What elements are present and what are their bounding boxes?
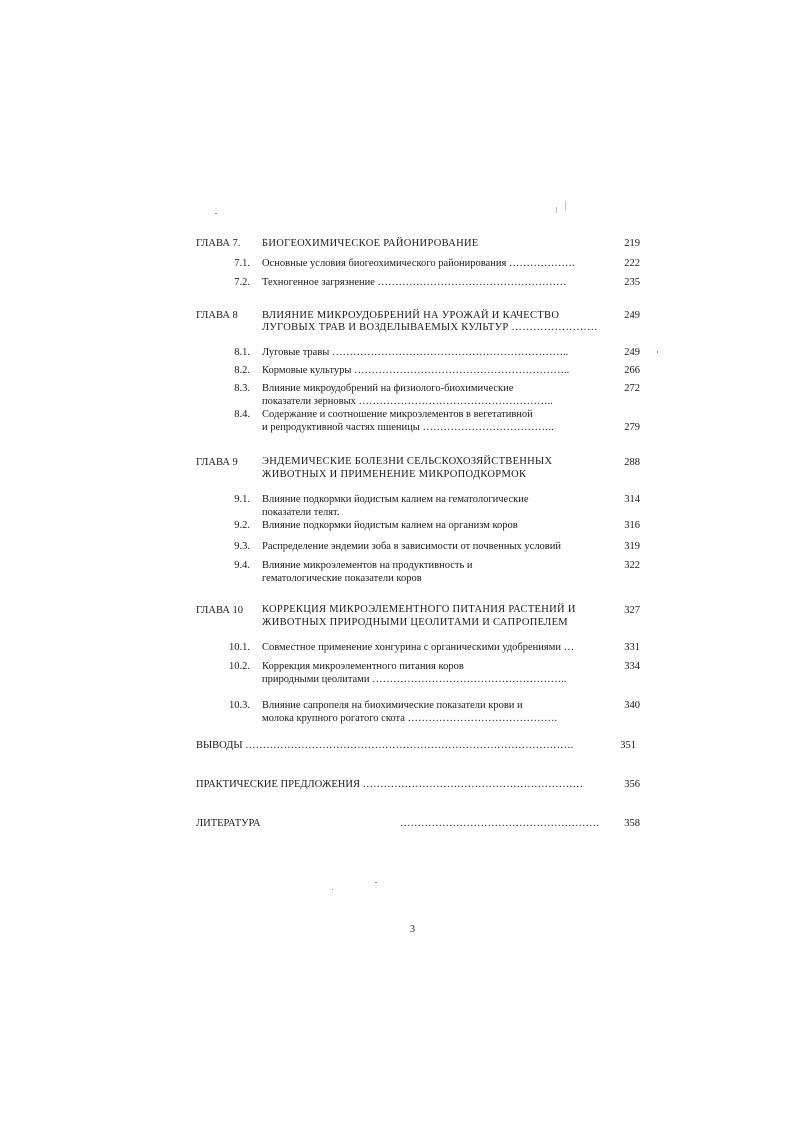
literature-dots: ………………………………………………… [400, 818, 600, 829]
section-page: 316 [624, 520, 640, 531]
practical-proposals-page: 356 [624, 779, 640, 790]
section-page: 272 [624, 383, 640, 394]
section-page: 319 [624, 541, 640, 552]
section-title: Влияние подкормки йодистым калием на организм коров [262, 520, 518, 531]
section-number: 10.1. [229, 642, 250, 653]
chapter-page: 327 [624, 605, 640, 616]
scan-speck [215, 213, 217, 214]
scan-speck [375, 882, 377, 883]
section-number: 8.3. [234, 383, 250, 394]
chapter-title: ЖИВОТНЫХ И ПРИМЕНЕНИЕ МИКРОПОДКОРМОК [262, 469, 527, 480]
section-page: 334 [624, 661, 640, 672]
section-title: Коррекция микроэлементного питания коров [262, 661, 464, 672]
section-number: 9.2. [234, 520, 250, 531]
chapter-title: БИОГЕОХИМИЧЕСКОЕ РАЙОНИРОВАНИЕ [262, 238, 479, 249]
chapter-label: ГЛАВА 9 [196, 457, 238, 468]
section-number: 9.3. [234, 541, 250, 552]
section-page: 222 [624, 258, 640, 269]
section-title: Луговые травы ………………………………………………………….. [262, 347, 569, 358]
section-title: Влияние подкормки йодистым калием на гематологические [262, 494, 529, 505]
chapter-page: 249 [624, 310, 640, 321]
page-number: 3 [410, 924, 415, 935]
section-page: 314 [624, 494, 640, 505]
section-title: Содержание и соотношение микроэлементов в вегетативной [262, 409, 533, 420]
section-title: Влияние сапропеля на биохимические показатели крови и [262, 700, 523, 711]
section-page: 340 [624, 700, 640, 711]
section-title: молока крупного рогатого скота ……………………………………. [262, 713, 558, 724]
section-number: 7.2. [234, 277, 250, 288]
scan-speck [332, 889, 333, 890]
practical-proposals-entry: ПРАКТИЧЕСКИЕ ПРЕДЛОЖЕНИЯ ……………………………………………………… [196, 779, 584, 790]
chapter-title: КОРРЕКЦИЯ МИКРОЭЛЕМЕНТНОГО ПИТАНИЯ РАСТЕНИЙ И [262, 604, 576, 615]
section-title: и репродуктивной частях пшеницы ……………………………….. [262, 422, 554, 433]
section-page: 266 [624, 365, 640, 376]
conclusions-page: 351 [620, 740, 636, 751]
section-title: Влияние микроудобрений на физиолого-биохимические [262, 383, 514, 394]
section-number: 9.1. [234, 494, 250, 505]
chapter-page: 288 [624, 457, 640, 468]
scan-speck [565, 201, 566, 211]
chapter-title: ВЛИЯНИЕ МИКРОУДОБРЕНИЙ НА УРОЖАЙ И КАЧЕСТВО [262, 310, 560, 321]
section-title: показатели телят. [262, 507, 340, 518]
section-page: 279 [624, 422, 640, 433]
section-title: Влияние микроэлементов на продуктивность и [262, 560, 473, 571]
chapter-label: ГЛАВА 8 [196, 310, 238, 321]
section-title: Распределение эндемии зоба в зависимости от почвенных условий [262, 541, 561, 552]
section-number: 9.4. [234, 560, 250, 571]
scan-speck [657, 351, 658, 353]
chapter-title: ЖИВОТНЫХ ПРИРОДНЫМИ ЦЕОЛИТАМИ И САПРОПЕЛЕМ [262, 617, 568, 628]
section-number: 8.4. [234, 409, 250, 420]
section-page: 249 [624, 347, 640, 358]
scan-speck [556, 207, 557, 213]
section-number: 10.2. [229, 661, 250, 672]
section-number: 10.3. [229, 700, 250, 711]
section-title: Кормовые культуры …………………………………………………….. [262, 365, 570, 376]
chapter-label: ГЛАВА 7. [196, 238, 241, 249]
conclusions-entry: ВЫВОДЫ …………………………………………………………………………………. [196, 740, 574, 751]
section-title: природными цеолитами ……………………………………………….. [262, 674, 567, 685]
literature-entry: ЛИТЕРАТУРА [196, 818, 261, 829]
chapter-title: ЭНДЕМИЧЕСКИЕ БОЛЕЗНИ СЕЛЬСКОХОЗЯЙСТВЕННЫХ [262, 456, 553, 467]
chapter-page: 219 [624, 238, 640, 249]
literature-page: 358 [624, 818, 640, 829]
section-number: 7.1. [234, 258, 250, 269]
section-title: Совместное применение хонгурина с органическими удобрениями … [262, 642, 575, 653]
chapter-title: ЛУГОВЫХ ТРАВ И ВОЗДЕЛЫВАЕМЫХ КУЛЬТУР …………………… [262, 322, 598, 333]
section-title: показатели зерновых ……………………………………………….. [262, 396, 553, 407]
section-page: 235 [624, 277, 640, 288]
chapter-label: ГЛАВА 10 [196, 605, 244, 616]
section-page: 331 [624, 642, 640, 653]
section-page: 322 [624, 560, 640, 571]
section-number: 8.1. [234, 347, 250, 358]
section-title: Техногенное загрязнение ……………………………………………… [262, 277, 567, 288]
section-number: 8.2. [234, 365, 250, 376]
section-title: гематологические показатели коров [262, 573, 422, 584]
section-title: Основные условия биогеохимического районирования ………………. [262, 258, 575, 269]
